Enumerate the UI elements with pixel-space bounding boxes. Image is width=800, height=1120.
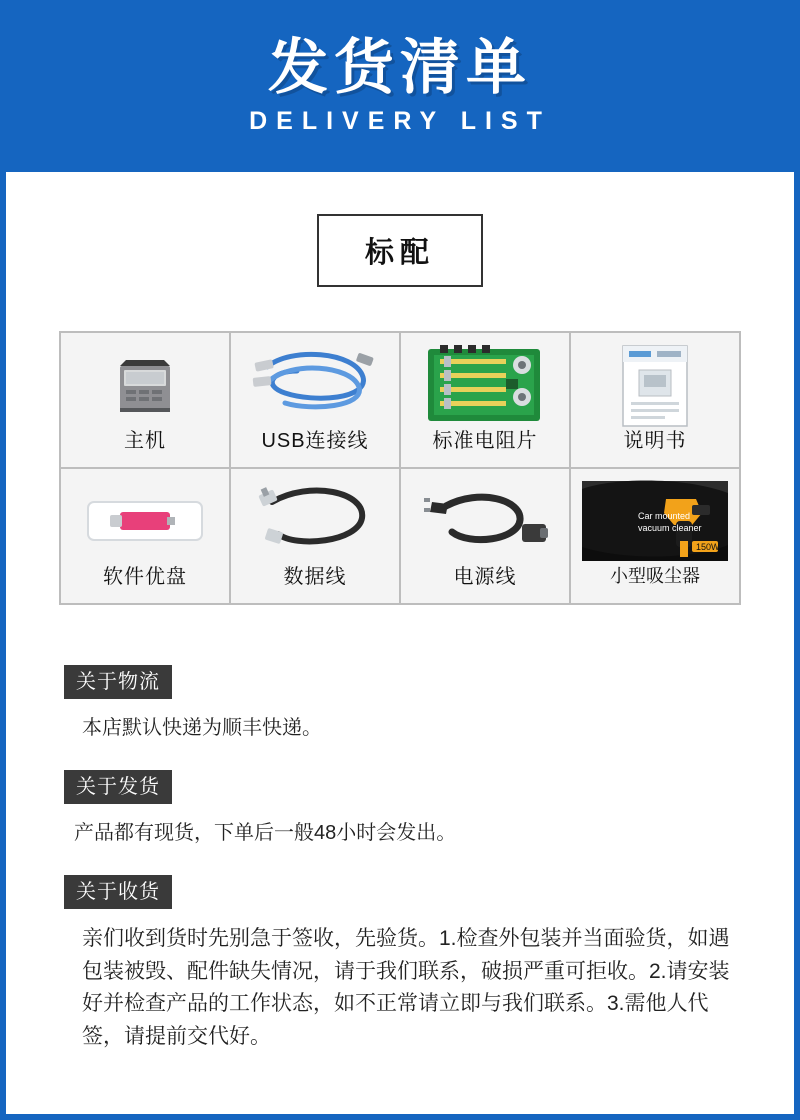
info-sections	[6, 665, 794, 1053]
data-cable-icon	[231, 475, 399, 567]
vacuum-badge: 150W	[696, 542, 720, 552]
info-block-receiving	[64, 875, 736, 1053]
usb-flash-drive-icon	[61, 475, 229, 567]
grid-item	[570, 468, 740, 604]
logistics-tag: 关于物流	[64, 665, 172, 699]
grid-item-label: 数据线	[283, 566, 347, 588]
receiving-text: 亲们收到货时先别急于签收，先验货。1.检查外包装并当面验货，如遇包装被毁、配件缺失情况，请于我们联系，破损严重可拒收。2.请安装好并检查产品的工作状态，如不正常请立即与我们联系。3.需他人代签，请提前交代好。	[82, 927, 730, 1048]
standard-config-chip: 标配	[317, 214, 483, 287]
grid-item	[570, 332, 740, 468]
header-banner	[6, 0, 794, 172]
host-machine-icon	[61, 339, 229, 431]
items-grid	[59, 331, 741, 605]
info-block-logistics	[64, 665, 736, 744]
shipping-text: 产品都有现货，下单后一般48小时会发出。	[74, 822, 457, 844]
grid-item	[400, 332, 570, 468]
section-chip-wrap	[6, 214, 794, 287]
grid-item	[60, 332, 230, 468]
mini-vacuum-icon	[571, 475, 739, 567]
grid-item	[230, 332, 400, 468]
vacuum-caption-line1: Car mounted	[638, 511, 691, 521]
grid-item-label: 主机	[124, 430, 166, 452]
grid-item	[400, 468, 570, 604]
grid-item-label: 小型吸尘器	[610, 566, 700, 586]
shipping-tag: 关于发货	[64, 770, 172, 804]
logistics-text: 本店默认快递为顺丰快递。	[82, 717, 322, 739]
page-title: 发货清单	[268, 34, 532, 101]
manual-book-icon	[571, 339, 739, 431]
grid-item	[230, 468, 400, 604]
usb-cable-icon	[231, 339, 399, 431]
resistor-board-icon	[401, 339, 569, 431]
grid-item-label: 软件优盘	[103, 566, 187, 588]
vacuum-caption-line2: vacuum cleaner	[638, 523, 702, 533]
power-cable-icon	[401, 475, 569, 567]
grid-item-label: 电源线	[453, 566, 517, 588]
page-subtitle: DELIVERY LIST	[249, 107, 551, 135]
grid-item-label: 标准电阻片	[432, 430, 538, 452]
grid-item	[60, 468, 230, 604]
grid-item-label: 说明书	[623, 430, 687, 452]
grid-item-label: USB连接线	[261, 430, 369, 452]
info-block-shipping	[64, 770, 736, 849]
receiving-tag: 关于收货	[64, 875, 172, 909]
